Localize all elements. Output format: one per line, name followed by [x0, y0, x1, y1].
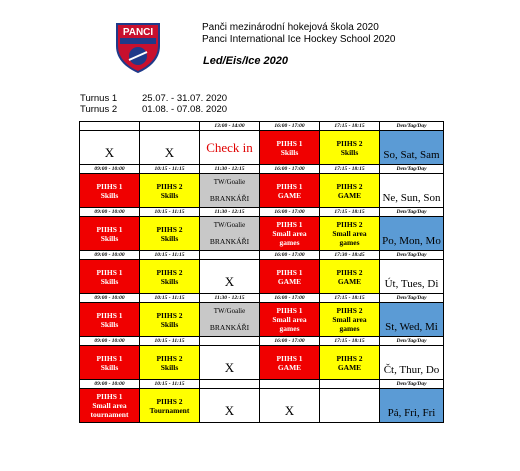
time-slot: 10:15 - 11:15 [140, 294, 200, 303]
session-cell [80, 303, 140, 337]
session-line2: Skills [160, 362, 179, 372]
session-line2: GAME [277, 190, 302, 200]
session-line1: PIIHS 1 [96, 224, 123, 234]
check-in-cell [200, 131, 260, 165]
turnus-1 [80, 93, 227, 104]
session-line2: Small area [332, 315, 367, 324]
title-block [202, 22, 395, 46]
time-slot: 09:00 - 10:00 [80, 337, 140, 346]
session-line1: PIIHS 1 [96, 310, 123, 320]
session-line2: GAME [277, 362, 302, 372]
time-slot: Den/Tag/Day [380, 122, 444, 131]
time-slot: 09:00 - 10:00 [80, 251, 140, 260]
time-row [80, 165, 444, 174]
session-line1: PIIHS 1 [276, 353, 303, 363]
time-slot [200, 337, 260, 346]
day-label: Út, Tues, Di [384, 277, 439, 290]
day-label: Čt, Thur, Do [383, 363, 440, 376]
session-line2: Tournament [149, 405, 190, 415]
time-slot: 17:15 - 18:15 [320, 122, 380, 131]
session-cell [260, 260, 320, 294]
session-cell [80, 217, 140, 251]
day-cell [380, 217, 444, 251]
time-slot: 17:15 - 18:15 [320, 337, 380, 346]
time-slot [260, 380, 320, 389]
session-cell [80, 346, 140, 380]
goalie-label: TW/Goalie [213, 178, 246, 186]
activity-row [80, 303, 444, 337]
session-cell [260, 131, 320, 165]
turnus-dates: 25.07. - 31.07. 2020 [142, 93, 228, 104]
time-slot: 09:00 - 10:00 [80, 294, 140, 303]
session-cell [140, 389, 200, 423]
time-slot: 17:15 - 18:15 [320, 294, 380, 303]
session-line2: Skills [100, 276, 119, 286]
day-label: Ne, Sun, Son [382, 191, 441, 204]
session-line1: PIIHS 2 [156, 310, 183, 320]
empty-slot-cell [260, 389, 320, 423]
session-line2: Skills [280, 147, 299, 157]
time-slot: 09:00 - 10:00 [80, 165, 140, 174]
session-line1: PIIHS 2 [156, 224, 183, 234]
session-line1: PIIHS 2 [156, 181, 183, 191]
time-row [80, 294, 444, 303]
x-mark: X [224, 360, 235, 375]
time-slot: 09:00 - 10:00 [80, 380, 140, 389]
time-row [80, 122, 444, 131]
time-slot: 16:00 - 17:00 [260, 337, 320, 346]
title-czech: Panči mezinárodní hokejová škola 2020 [202, 22, 379, 33]
session-cell [320, 260, 380, 294]
session-line1: PIIHS 2 [336, 353, 363, 363]
session-line2: Skills [160, 276, 179, 286]
time-slot [200, 380, 260, 389]
session-cell [320, 174, 380, 208]
session-cell [80, 174, 140, 208]
session-cell [260, 346, 320, 380]
session-line3: tournament [90, 410, 129, 419]
x-mark: X [104, 145, 115, 160]
session-line2: Small area [332, 229, 367, 238]
time-slot: 17:15 - 18:15 [320, 208, 380, 217]
session-cell [320, 131, 380, 165]
activity-row [80, 174, 444, 208]
session-line1: PIIHS 1 [276, 181, 303, 191]
session-cell [260, 174, 320, 208]
time-slot: 16:00 - 17:00 [260, 165, 320, 174]
turnus-2 [80, 104, 227, 115]
session-cell [320, 303, 380, 337]
session-line2: Skills [100, 319, 119, 329]
activity-row [80, 346, 444, 380]
goalie-czech-label: BRANKÁŘI [209, 323, 250, 332]
time-slot [80, 122, 140, 131]
time-slot: 09:00 - 10:00 [80, 208, 140, 217]
session-cell [320, 217, 380, 251]
time-slot: 16:00 - 17:00 [260, 294, 320, 303]
session-line3: games [279, 238, 300, 247]
session-cell [320, 346, 380, 380]
empty-slot-cell [200, 260, 260, 294]
session-line2: GAME [277, 276, 302, 286]
session-line1: PIIHS 2 [336, 306, 363, 315]
x-mark [320, 401, 379, 411]
session-line1: PIIHS 1 [96, 181, 123, 191]
x-mark: X [224, 274, 235, 289]
empty-slot-cell [320, 389, 380, 423]
session-line1: PIIHS 1 [96, 392, 123, 401]
session-cell [260, 303, 320, 337]
time-slot: 10:15 - 11:15 [140, 251, 200, 260]
time-row [80, 380, 444, 389]
empty-slot-cell [200, 346, 260, 380]
session-line2: Skills [160, 190, 179, 200]
time-slot: Den/Tag/Day [380, 208, 444, 217]
session-cell [140, 303, 200, 337]
time-slot [200, 251, 260, 260]
time-slot [140, 122, 200, 131]
day-cell [380, 131, 444, 165]
time-slot: 17:15 - 18:15 [320, 165, 380, 174]
time-slot: Den/Tag/Day [380, 294, 444, 303]
session-line2: Skills [100, 190, 119, 200]
time-slot [320, 380, 380, 389]
time-slot: 10:15 - 11:15 [140, 337, 200, 346]
time-slot: Den/Tag/Day [380, 251, 444, 260]
session-line1: PIIHS 1 [96, 353, 123, 363]
check-in-label: Check in [206, 140, 253, 155]
session-line2: GAME [337, 190, 362, 200]
goalie-label: TW/Goalie [213, 307, 246, 315]
x-mark: X [164, 145, 175, 160]
time-slot: Den/Tag/Day [380, 337, 444, 346]
session-cell [140, 260, 200, 294]
time-slot: Den/Tag/Day [380, 380, 444, 389]
session-cell [140, 346, 200, 380]
session-line1: PIIHS 1 [276, 306, 303, 315]
turnus-label: Turnus 1 [80, 93, 118, 104]
empty-slot-cell [80, 131, 140, 165]
session-cell [260, 217, 320, 251]
schedule-table [79, 121, 444, 423]
session-line1: PIIHS 2 [336, 138, 363, 148]
session-line2: Small area [272, 315, 307, 324]
time-slot: 16:00 - 17:00 [260, 251, 320, 260]
goalie-label: TW/Goalie [213, 221, 246, 229]
session-line1: PIIHS 1 [96, 267, 123, 277]
session-line2: Small area [272, 229, 307, 238]
goalie-cell [200, 174, 260, 208]
activity-row [80, 260, 444, 294]
session-line1: PIIHS 2 [156, 396, 183, 406]
x-mark: X [224, 403, 235, 418]
empty-slot-cell [200, 389, 260, 423]
day-label: Po, Mon, Mo [382, 234, 441, 247]
session-line3: games [339, 238, 360, 247]
session-line1: PIIHS 1 [276, 220, 303, 229]
empty-slot-cell [140, 131, 200, 165]
session-line1: PIIHS 2 [336, 181, 363, 191]
session-line2: Skills [100, 233, 119, 243]
session-line1: PIIHS 2 [156, 353, 183, 363]
time-slot: 17:30 - 18:45 [320, 251, 380, 260]
session-line2: Skills [160, 233, 179, 243]
day-cell [380, 174, 444, 208]
panci-logo [111, 20, 165, 74]
turnus-dates: 01.08. - 07.08. 2020 [142, 104, 228, 115]
session-line1: PIIHS 2 [336, 220, 363, 229]
session-cell [80, 260, 140, 294]
time-slot: 10:15 - 11:15 [140, 165, 200, 174]
time-slot: 13:00 - 14:00 [200, 122, 260, 131]
activity-row [80, 389, 444, 423]
day-label: Pá, Fri, Fri [387, 406, 436, 419]
day-label: St, Wed, Mi [385, 320, 438, 333]
session-line3: games [339, 324, 360, 333]
session-line2: Small area [92, 401, 127, 410]
session-line2: Skills [100, 362, 119, 372]
session-line2: Skills [160, 319, 179, 329]
session-cell [140, 217, 200, 251]
time-slot: 10:15 - 11:15 [140, 380, 200, 389]
session-line1: PIIHS 1 [276, 138, 303, 148]
session-line1: PIIHS 2 [156, 267, 183, 277]
time-slot: 10:15 - 11:15 [140, 208, 200, 217]
time-slot: 11:30 - 12:15 [200, 208, 260, 217]
time-slot: 11:30 - 12:15 [200, 294, 260, 303]
session-line1: PIIHS 1 [276, 267, 303, 277]
time-slot: 16:00 - 17:00 [260, 122, 320, 131]
activity-row [80, 131, 444, 165]
day-cell [380, 303, 444, 337]
time-slot: Den/Tag/Day [380, 165, 444, 174]
day-cell [380, 260, 444, 294]
session-line1: PIIHS 2 [336, 267, 363, 277]
goalie-czech-label: BRANKÁŘI [209, 194, 250, 203]
goalie-cell [200, 217, 260, 251]
day-cell [380, 389, 444, 423]
session-line2: Skills [340, 147, 359, 157]
goalie-czech-label: BRANKÁŘI [209, 237, 250, 246]
day-label: So, Sat, Sam [383, 148, 440, 161]
logo-text: PANCI [122, 27, 154, 38]
goalie-cell [200, 303, 260, 337]
x-mark: X [284, 403, 295, 418]
time-slot: 16:00 - 17:00 [260, 208, 320, 217]
session-line2: GAME [337, 362, 362, 372]
time-row [80, 251, 444, 260]
session-cell [80, 389, 140, 423]
time-slot: 11:30 - 12:15 [200, 165, 260, 174]
title-english: Panci International Ice Hockey School 2020 [202, 34, 396, 45]
time-row [80, 337, 444, 346]
subtitle: Led/Eis/Ice 2020 [203, 55, 288, 67]
turnus-label: Turnus 2 [80, 104, 118, 115]
session-line2: GAME [337, 276, 362, 286]
session-cell [140, 174, 200, 208]
session-line3: games [279, 324, 300, 333]
time-row [80, 208, 444, 217]
day-cell [380, 346, 444, 380]
activity-row [80, 217, 444, 251]
